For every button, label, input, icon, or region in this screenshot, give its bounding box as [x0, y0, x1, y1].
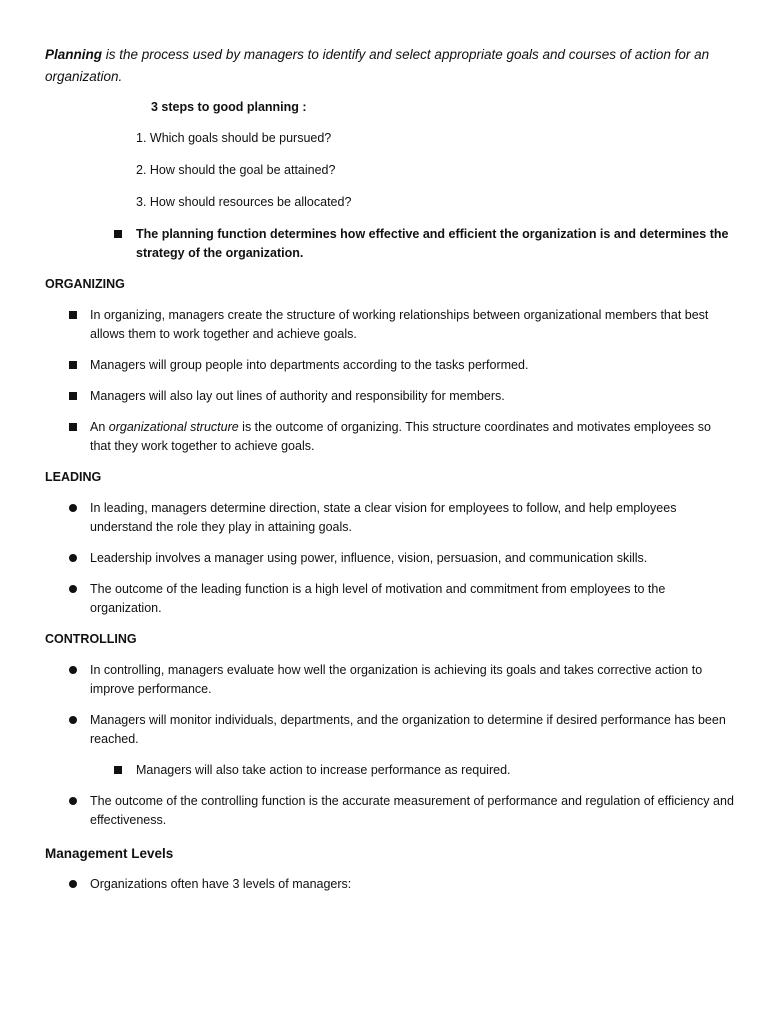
bullet-text-part: An — [90, 420, 109, 434]
bullet-text: Managers will group people into departments according to the tasks performed. — [90, 358, 529, 372]
square-bullet-icon — [69, 392, 77, 400]
controlling-bullet — [45, 792, 735, 830]
step-item: 3. How should resources be allocated? — [136, 195, 352, 209]
bullet-text: Managers will also take action to increase performance as required. — [136, 763, 511, 777]
step-item: 2. How should the goal be attained? — [136, 163, 336, 177]
step-item: 1. Which goals should be pursued? — [136, 131, 332, 145]
square-bullet-icon — [114, 230, 122, 238]
controlling-heading: CONTROLLING — [45, 632, 137, 646]
leading-bullet — [45, 580, 735, 618]
intro-text: is the process used by managers to identify and select appropriate goals and courses of action for an organization. — [45, 47, 710, 84]
round-bullet-icon — [69, 716, 77, 724]
round-bullet-icon — [69, 666, 77, 674]
controlling-bullet — [45, 711, 735, 749]
organizing-bullet — [45, 356, 735, 375]
leading-bullet — [45, 499, 735, 537]
intro-paragraph — [45, 44, 735, 88]
bullet-text: The outcome of the controlling function is the accurate measurement of performance and regulation of efficiency and effectiveness. — [90, 794, 734, 827]
bullet-text: In controlling, managers evaluate how well the organization is achieving its goals and takes corrective action to improve performance. — [90, 663, 703, 696]
organizing-bullet — [45, 306, 735, 344]
round-bullet-icon — [69, 585, 77, 593]
controlling-bullet — [45, 661, 735, 699]
organizing-heading: ORGANIZING — [45, 277, 125, 291]
round-bullet-icon — [69, 797, 77, 805]
organizing-bullet — [45, 387, 735, 406]
bullet-text: Organizations often have 3 levels of managers: — [90, 877, 352, 891]
bullet-text: Managers will also lay out lines of authority and responsibility for members. — [90, 389, 505, 403]
organizational-structure-term: organizational structure — [108, 420, 239, 434]
bullet-text: Managers will monitor individuals, departments, and the organization to determine if desired performance has been reached. — [90, 713, 726, 746]
controlling-sub-bullet — [45, 761, 735, 780]
steps-title: 3 steps to good planning : — [151, 100, 307, 114]
leading-bullet — [45, 549, 735, 568]
bullet-text: The outcome of the leading function is a high level of motivation and commitment from employees to the organization. — [90, 582, 666, 615]
planning-note-text: The planning function determines how effective and efficient the organization is and determines the strategy of the organization. — [136, 227, 729, 260]
square-bullet-icon — [69, 311, 77, 319]
organizing-bullet — [45, 418, 735, 456]
planning-note — [45, 225, 735, 263]
document-page — [45, 44, 735, 906]
round-bullet-icon — [69, 504, 77, 512]
bullet-text: Leadership involves a manager using power, influence, vision, persuasion, and communication skills. — [90, 551, 648, 565]
bullet-text — [90, 420, 711, 453]
management-levels-bullet — [45, 875, 735, 894]
bullet-text-part: is the outcome of organizing. This structure coordinates and motivates employees so that they work together to achieve goals. — [90, 420, 711, 453]
intro-term: Planning — [45, 47, 102, 62]
round-bullet-icon — [69, 880, 77, 888]
bullet-text: In organizing, managers create the structure of working relationships between organizational members that best allows them to work together and achieve goals. — [90, 308, 709, 341]
square-bullet-icon — [114, 766, 122, 774]
management-levels-heading: Management Levels — [45, 846, 174, 861]
leading-heading: LEADING — [45, 470, 102, 484]
round-bullet-icon — [69, 554, 77, 562]
bullet-text: In leading, managers determine direction, state a clear vision for employees to follow, and help employees understand the role they play in attaining goals. — [90, 501, 677, 534]
square-bullet-icon — [69, 423, 77, 431]
square-bullet-icon — [69, 361, 77, 369]
